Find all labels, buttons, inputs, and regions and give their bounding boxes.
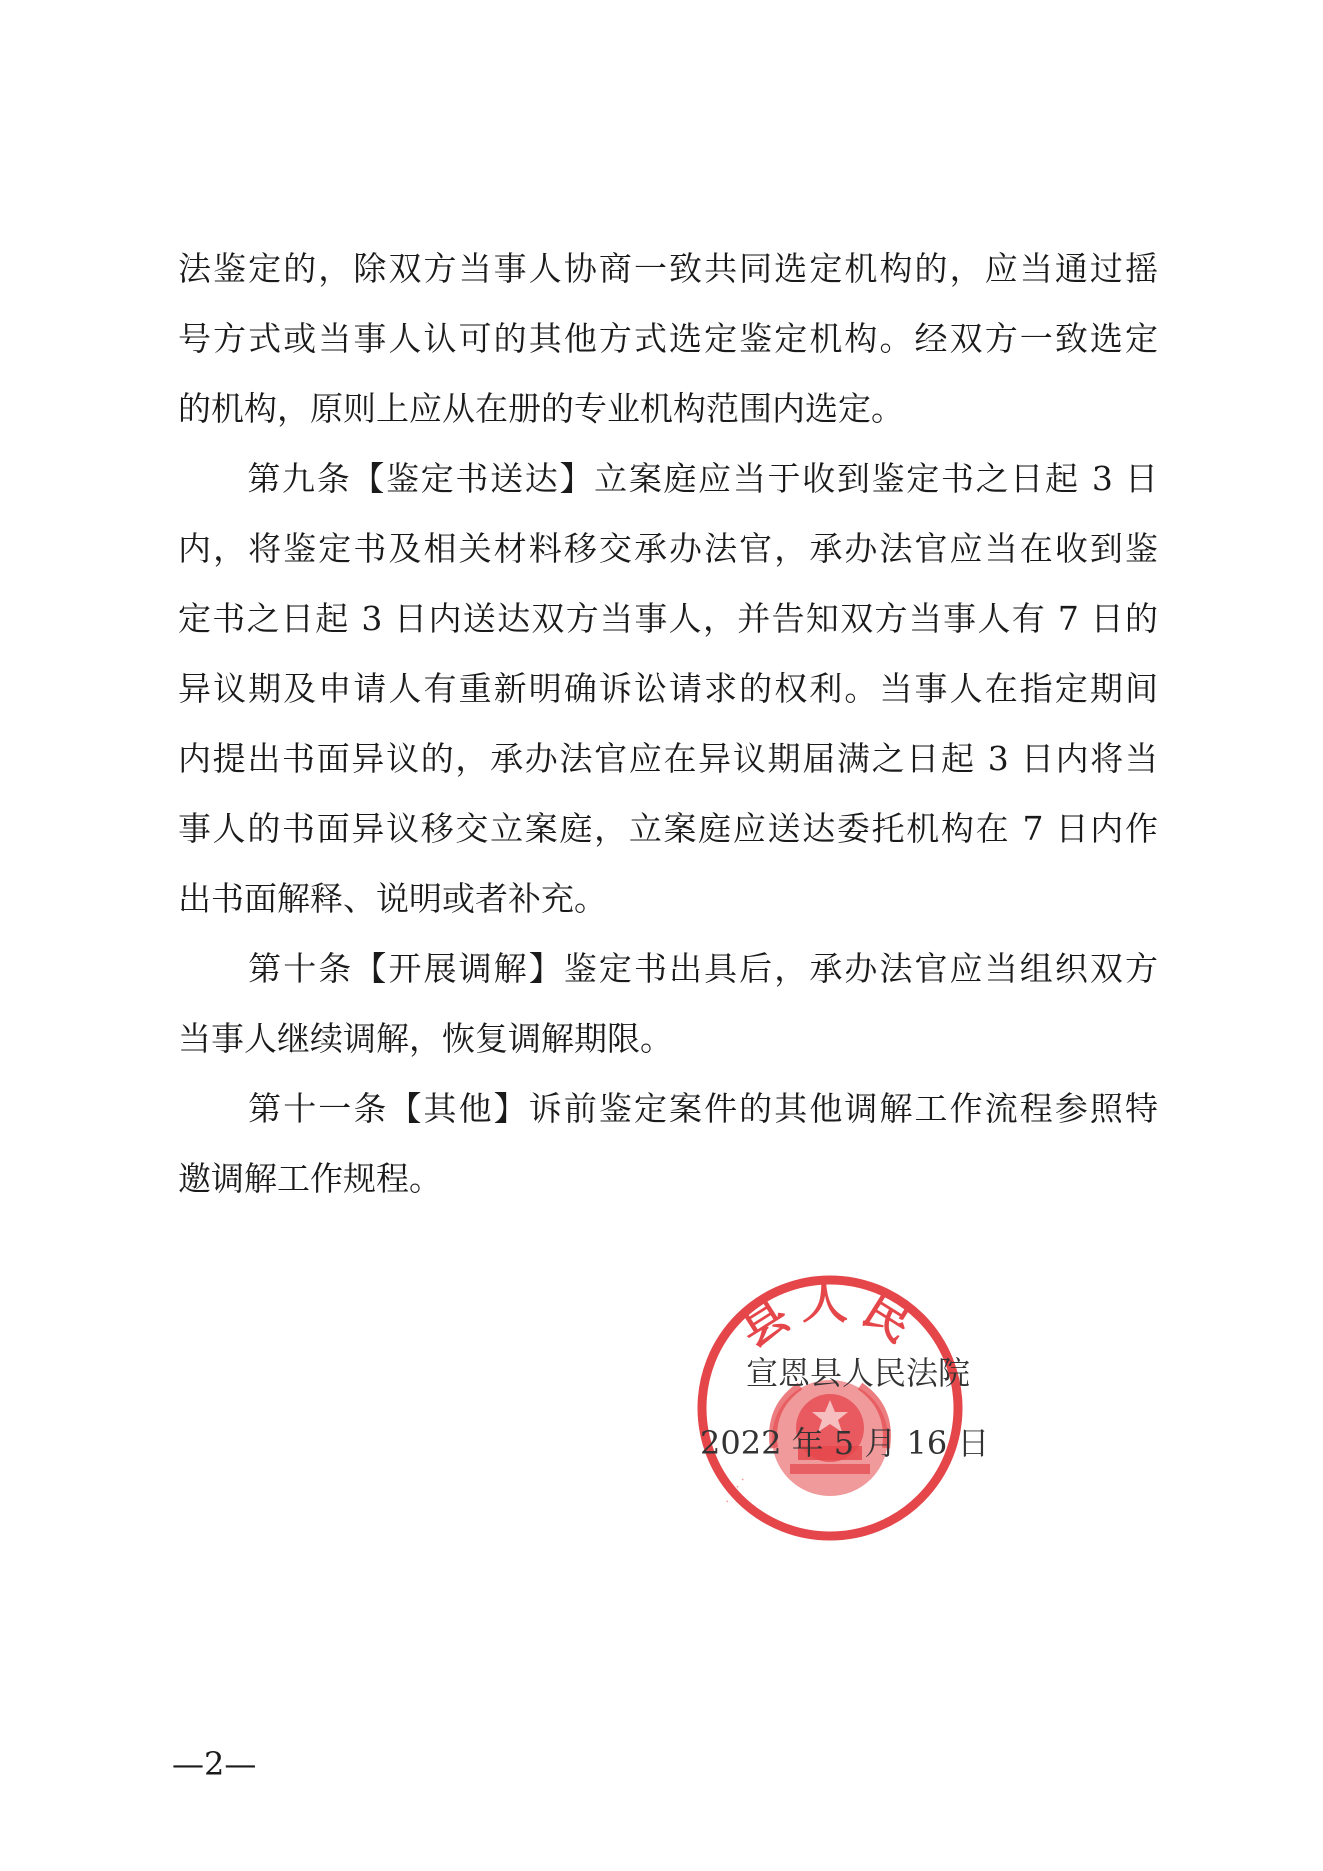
- body-line: 内提出书面异议的，承办法官应在异议期届满之日起 3 日内将当: [178, 739, 1158, 778]
- body-line: 定书之日起 3 日内送达双方当事人，并告知双方当事人有 7 日的: [178, 599, 1158, 638]
- body-line: 邀调解工作规程。: [178, 1159, 442, 1198]
- svg-text:· · · ·: · · · ·: [720, 1473, 752, 1509]
- body-line: 法鉴定的，除双方当事人协商一致共同选定机构的，应当通过摇: [178, 249, 1158, 288]
- body-line: 的机构，原则上应从在册的专业机构范围内选定。: [178, 389, 904, 428]
- svg-text:县人民: 县人民: [730, 1275, 930, 1358]
- body-line: 号方式或当事人认可的其他方式选定鉴定机构。经双方一致选定: [178, 319, 1158, 358]
- body-line: 第十条【开展调解】鉴定书出具后，承办法官应当组织双方: [178, 949, 1158, 988]
- body-line: 异议期及申请人有重新明确诉讼请求的权利。当事人在指定期间: [178, 669, 1158, 708]
- document-body: [178, 234, 1158, 1214]
- body-line: 当事人继续调解，恢复调解期限。: [178, 1019, 673, 1058]
- page-number: —2—: [172, 1745, 257, 1783]
- body-line: 第十一条【其他】诉前鉴定案件的其他调解工作流程参照特: [178, 1089, 1158, 1128]
- body-line: 第九条【鉴定书送达】立案庭应当于收到鉴定书之日起 3 日: [178, 459, 1158, 498]
- issue-date: 2022 年 5 月 16 日: [700, 1424, 990, 1462]
- court-name: 宣恩县人民法院: [745, 1354, 970, 1392]
- body-line: 出书面解释、说明或者补充。: [178, 879, 607, 918]
- body-line: 事人的书面异议移交立案庭，立案庭应送达委托机构在 7 日内作: [178, 809, 1158, 848]
- signature-block: [700, 1338, 990, 1478]
- body-line: 内，将鉴定书及相关材料移交承办法官，承办法官应当在收到鉴: [178, 529, 1158, 568]
